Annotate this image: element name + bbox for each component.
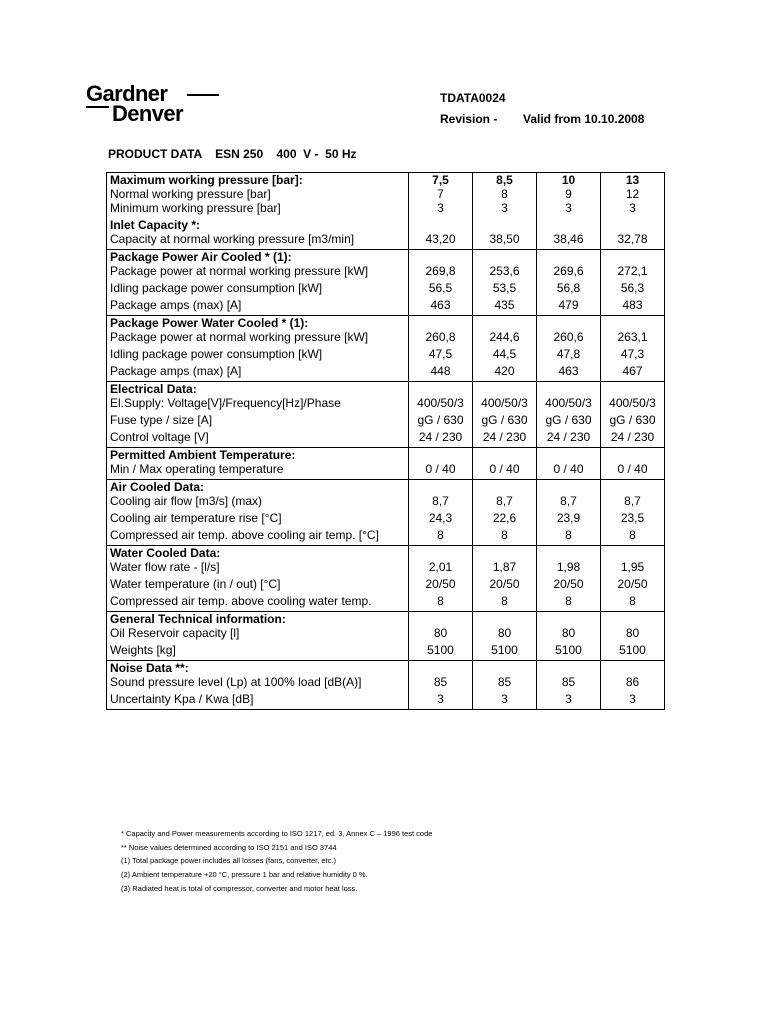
value-cell: 8 <box>537 528 601 546</box>
footnote: (1) Total package power includes all losses (fans, converter, etc.) <box>121 856 336 866</box>
value-cell <box>601 546 665 561</box>
value-cell <box>473 612 537 627</box>
row-label: Normal working pressure [bar] <box>107 187 409 201</box>
value-cell: 86 <box>601 675 665 692</box>
value-cell: 47,3 <box>601 347 665 364</box>
value-cell: 400/50/3 <box>473 396 537 413</box>
gardner-denver-logo <box>86 81 226 128</box>
table-row <box>107 560 665 577</box>
value-cell: 8 <box>537 594 601 612</box>
value-cell: 44,5 <box>473 347 537 364</box>
value-cell: 12 <box>601 187 665 201</box>
row-label: El.Supply: Voltage[V]/Frequency[Hz]/Phase <box>107 396 409 413</box>
value-cell: 8 <box>473 594 537 612</box>
value-cell <box>537 316 601 331</box>
table-row <box>107 594 665 612</box>
value-cell: 80 <box>537 626 601 643</box>
value-cell: 5100 <box>473 643 537 661</box>
value-cell: 1,87 <box>473 560 537 577</box>
value-cell: 38,46 <box>537 232 601 250</box>
table-row <box>107 347 665 364</box>
value-cell <box>409 316 473 331</box>
logo-rule <box>187 94 219 96</box>
value-cell <box>473 250 537 265</box>
value-cell <box>409 546 473 561</box>
footnote: (2) Ambient temperature +20 °C, pressure 1 bar and relative humidity 0 %. <box>121 870 368 880</box>
value-cell <box>537 546 601 561</box>
table-row <box>107 264 665 281</box>
value-cell <box>537 250 601 265</box>
row-label: Oil Reservoir capacity [l] <box>107 626 409 643</box>
value-cell: 8 <box>409 594 473 612</box>
value-cell <box>409 661 473 676</box>
value-cell <box>473 546 537 561</box>
product-title: PRODUCT DATA ESN 250 400 V - 50 Hz <box>108 147 357 161</box>
column-header: 10 <box>537 173 601 188</box>
value-cell: 3 <box>601 201 665 218</box>
value-cell: 253,6 <box>473 264 537 281</box>
value-cell: 463 <box>537 364 601 382</box>
value-cell: 269,6 <box>537 264 601 281</box>
row-label: Weights [kg] <box>107 643 409 661</box>
row-label: Minimum working pressure [bar] <box>107 201 409 218</box>
value-cell: 463 <box>409 298 473 316</box>
value-cell: 24 / 230 <box>537 430 601 448</box>
value-cell: 8,7 <box>601 494 665 511</box>
value-cell: 3 <box>473 201 537 218</box>
value-cell: 1,98 <box>537 560 601 577</box>
value-cell <box>473 382 537 397</box>
section-heading-row <box>107 316 665 331</box>
value-cell <box>473 218 537 232</box>
table-row <box>107 330 665 347</box>
table-row <box>107 643 665 661</box>
value-cell: 23,5 <box>601 511 665 528</box>
revision-label: Revision - <box>440 112 498 126</box>
section-heading-row <box>107 250 665 265</box>
logo-line-2: Denver <box>112 101 183 126</box>
value-cell: 8 <box>473 528 537 546</box>
value-cell: 0 / 40 <box>537 462 601 480</box>
section-heading: Permitted Ambient Temperature: <box>107 448 409 463</box>
value-cell: 420 <box>473 364 537 382</box>
value-cell: 260,8 <box>409 330 473 347</box>
value-cell: 22,6 <box>473 511 537 528</box>
value-cell <box>473 316 537 331</box>
value-cell: 85 <box>473 675 537 692</box>
value-cell: 263,1 <box>601 330 665 347</box>
value-cell <box>537 448 601 463</box>
logo-rule <box>86 106 109 108</box>
value-cell: 24 / 230 <box>473 430 537 448</box>
value-cell: 24 / 230 <box>409 430 473 448</box>
section-heading: Package Power Water Cooled * (1): <box>107 316 409 331</box>
section-heading-row <box>107 546 665 561</box>
value-cell <box>537 612 601 627</box>
value-cell: 467 <box>601 364 665 382</box>
table-row <box>107 626 665 643</box>
valid-from-date: Valid from 10.10.2008 <box>523 112 645 126</box>
table-row <box>107 511 665 528</box>
table-row <box>107 692 665 710</box>
value-cell: gG / 630 <box>473 413 537 430</box>
value-cell: gG / 630 <box>409 413 473 430</box>
value-cell: 8,7 <box>537 494 601 511</box>
value-cell <box>537 218 601 232</box>
value-cell <box>537 661 601 676</box>
row-label: Uncertainty Kpa / Kwa [dB] <box>107 692 409 710</box>
value-cell: 38,50 <box>473 232 537 250</box>
value-cell: 269,8 <box>409 264 473 281</box>
row-label: Package amps (max) [A] <box>107 298 409 316</box>
value-cell: 56,8 <box>537 281 601 298</box>
column-header: 13 <box>601 173 665 188</box>
row-label: Idling package power consumption [kW] <box>107 281 409 298</box>
table-row <box>107 675 665 692</box>
table-row <box>107 201 665 218</box>
table-row <box>107 413 665 430</box>
value-cell: 56,5 <box>409 281 473 298</box>
value-cell <box>537 382 601 397</box>
value-cell: 272,1 <box>601 264 665 281</box>
value-cell: 5100 <box>601 643 665 661</box>
section-heading: Water Cooled Data: <box>107 546 409 561</box>
pressure-header-label: Maximum working pressure [bar]: <box>107 173 409 188</box>
logo-line-1: Gardner <box>86 81 168 106</box>
value-cell: 47,5 <box>409 347 473 364</box>
row-label: Water temperature (in / out) [°C] <box>107 577 409 594</box>
section-heading: Air Cooled Data: <box>107 480 409 495</box>
value-cell: 260,6 <box>537 330 601 347</box>
table-row <box>107 187 665 201</box>
row-label: Package power at normal working pressure [kW] <box>107 264 409 281</box>
footnote: ** Noise values determined according to ISO 2151 and ISO 3744 <box>121 842 337 852</box>
value-cell: 400/50/3 <box>409 396 473 413</box>
section-heading-row <box>107 480 665 495</box>
value-cell: 20/50 <box>601 577 665 594</box>
footnotes <box>121 827 432 896</box>
table-row <box>107 232 665 250</box>
value-cell <box>409 612 473 627</box>
section-heading: General Technical information: <box>107 612 409 627</box>
row-label: Package amps (max) [A] <box>107 364 409 382</box>
row-label: Fuse type / size [A] <box>107 413 409 430</box>
section-heading-row <box>107 612 665 627</box>
value-cell: 3 <box>473 692 537 710</box>
value-cell <box>601 218 665 232</box>
value-cell: 0 / 40 <box>473 462 537 480</box>
table-row <box>107 298 665 316</box>
value-cell: 400/50/3 <box>601 396 665 413</box>
value-cell: 483 <box>601 298 665 316</box>
section-heading: Package Power Air Cooled * (1): <box>107 250 409 265</box>
value-cell: 8 <box>473 187 537 201</box>
value-cell: 24,3 <box>409 511 473 528</box>
value-cell: 8 <box>601 528 665 546</box>
section-heading: Inlet Capacity *: <box>107 218 409 232</box>
row-label: Water flow rate - [l/s] <box>107 560 409 577</box>
value-cell <box>409 480 473 495</box>
row-label: Cooling air flow [m3/s] (max) <box>107 494 409 511</box>
table-row <box>107 430 665 448</box>
value-cell: 8 <box>601 594 665 612</box>
column-header: 8,5 <box>473 173 537 188</box>
row-label: Control voltage [V] <box>107 430 409 448</box>
row-label: Idling package power consumption [kW] <box>107 347 409 364</box>
section-heading: Electrical Data: <box>107 382 409 397</box>
value-cell <box>473 448 537 463</box>
value-cell: 8,7 <box>473 494 537 511</box>
value-cell: 20/50 <box>409 577 473 594</box>
row-label: Min / Max operating temperature <box>107 462 409 480</box>
value-cell <box>601 661 665 676</box>
value-cell: 3 <box>601 692 665 710</box>
table-row <box>107 462 665 480</box>
table-row <box>107 528 665 546</box>
value-cell: 244,6 <box>473 330 537 347</box>
table-row <box>107 396 665 413</box>
value-cell: 20/50 <box>537 577 601 594</box>
value-cell <box>473 661 537 676</box>
value-cell: 23,9 <box>537 511 601 528</box>
value-cell: 8,7 <box>409 494 473 511</box>
value-cell: 0 / 40 <box>601 462 665 480</box>
value-cell <box>601 382 665 397</box>
value-cell <box>601 448 665 463</box>
value-cell <box>537 480 601 495</box>
value-cell <box>409 382 473 397</box>
value-cell: 80 <box>601 626 665 643</box>
value-cell <box>601 316 665 331</box>
section-heading-row <box>107 661 665 676</box>
value-cell: 85 <box>409 675 473 692</box>
value-cell: 479 <box>537 298 601 316</box>
value-cell: 43,20 <box>409 232 473 250</box>
section-heading-row <box>107 382 665 397</box>
table-row <box>107 281 665 298</box>
value-cell: gG / 630 <box>601 413 665 430</box>
value-cell <box>409 218 473 232</box>
value-cell: 24 / 230 <box>601 430 665 448</box>
section-heading: Noise Data **: <box>107 661 409 676</box>
value-cell: 3 <box>537 201 601 218</box>
value-cell: 8 <box>409 528 473 546</box>
value-cell: 9 <box>537 187 601 201</box>
value-cell <box>601 480 665 495</box>
value-cell: 5100 <box>409 643 473 661</box>
value-cell: 32,78 <box>601 232 665 250</box>
value-cell: 20/50 <box>473 577 537 594</box>
product-data-table-body <box>107 173 665 710</box>
value-cell: 53,5 <box>473 281 537 298</box>
document-id: TDATA0024 <box>440 91 506 105</box>
value-cell <box>601 250 665 265</box>
row-label: Sound pressure level (Lp) at 100% load [dB(A)] <box>107 675 409 692</box>
value-cell: 448 <box>409 364 473 382</box>
value-cell <box>601 612 665 627</box>
table-header-row <box>107 173 665 188</box>
value-cell: 400/50/3 <box>537 396 601 413</box>
table-row <box>107 364 665 382</box>
column-header: 7,5 <box>409 173 473 188</box>
value-cell <box>473 480 537 495</box>
section-heading-row <box>107 218 665 232</box>
footnote: * Capacity and Power measurements according to ISO 1217, ed. 3, Annex C – 1996 test code <box>121 829 433 838</box>
product-data-table <box>106 172 665 710</box>
value-cell: 435 <box>473 298 537 316</box>
row-label: Compressed air temp. above cooling air temp. [°C] <box>107 528 409 546</box>
value-cell: 47,8 <box>537 347 601 364</box>
table-row <box>107 494 665 511</box>
value-cell: 1,95 <box>601 560 665 577</box>
value-cell: 5100 <box>537 643 601 661</box>
value-cell: 3 <box>409 201 473 218</box>
row-label: Capacity at normal working pressure [m3/min] <box>107 232 409 250</box>
value-cell: 3 <box>409 692 473 710</box>
value-cell: 3 <box>537 692 601 710</box>
row-label: Compressed air temp. above cooling water temp. <box>107 594 409 612</box>
value-cell: gG / 630 <box>537 413 601 430</box>
value-cell: 85 <box>537 675 601 692</box>
row-label: Package power at normal working pressure [kW] <box>107 330 409 347</box>
value-cell: 7 <box>409 187 473 201</box>
table-row <box>107 577 665 594</box>
value-cell <box>409 250 473 265</box>
footnote: (3) Radiated heat is total of compressor, converter and motor heat loss. <box>121 883 358 893</box>
value-cell: 80 <box>473 626 537 643</box>
value-cell: 0 / 40 <box>409 462 473 480</box>
value-cell: 2,01 <box>409 560 473 577</box>
value-cell: 80 <box>409 626 473 643</box>
row-label: Cooling air temperature rise [°C] <box>107 511 409 528</box>
value-cell <box>409 448 473 463</box>
section-heading-row <box>107 448 665 463</box>
value-cell: 56,3 <box>601 281 665 298</box>
